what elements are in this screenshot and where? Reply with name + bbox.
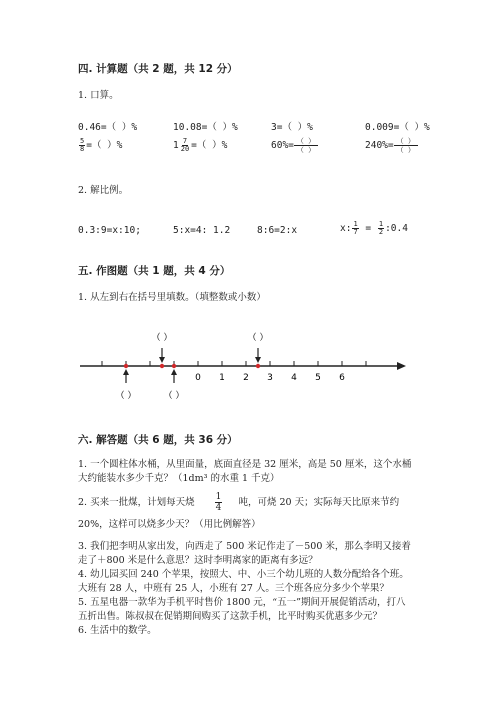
proportion-item: 8:6=2:x [257, 225, 298, 236]
red-point-marker [172, 364, 176, 368]
number-line-diagram [0, 320, 500, 410]
problem-text: 20%，这样可以烧多少天？（用比例解答） [78, 519, 261, 530]
proportion-item: 0.3:9=x:10; [78, 225, 141, 236]
calc-item-mixed-number: 1 $\frac{7}{20}$ =（ ）% [173, 137, 228, 153]
red-point-marker [160, 364, 164, 368]
tick-label: 5 [315, 373, 321, 383]
blank-fraction: $\frac{( )}{( )}$ [394, 137, 418, 154]
question-1-label: 1. 口算。 [78, 90, 119, 101]
calc-item: 3=（ ）% [271, 122, 313, 133]
calc-item-fraction: $\frac{5}{8}$ =（ ）% [80, 137, 123, 153]
tick-label: 4 [291, 373, 297, 383]
arrow-up-icon [123, 369, 129, 375]
problem-text: 4. 幼儿园买回 240 个苹果，按照大、中、小三个幼儿班的人数分配给各个班。 [78, 569, 409, 580]
calc-item: 0.46=（ ）% [78, 122, 138, 133]
arrow-right-icon [397, 362, 406, 370]
problem-text: 走了＋800 米是什么意思？这时李明离家的距离有多远？ [78, 555, 318, 566]
fraction: $\frac{7}{20}$ [180, 137, 190, 153]
fraction: $\frac{1}{4}$ [215, 492, 222, 513]
fraction: $\frac{1}{2}$ [378, 220, 384, 236]
answer-blank-bottom: （ ） [115, 391, 137, 401]
calc-item: 10.08=（ ）% [173, 122, 238, 133]
section-5-title: 五. 作图题（共 1 题，共 4 分） [78, 265, 231, 277]
section-6-title: 六. 解答题（共 6 题，共 36 分） [78, 434, 238, 446]
proportion-item-fraction: x: $\frac{1}{7}$ = $\frac{1}{2}$ :0.4 [340, 220, 408, 236]
answer-blank-top: （ ） [247, 333, 269, 343]
tick-label: 2 [243, 373, 249, 383]
arrow-down-icon [159, 357, 165, 363]
tick-label: 0 [195, 373, 201, 383]
problem-text: 1. 一个圆柱体水桶，从里面量，底面直径是 32 厘米，高是 50 厘米，这个水桶 [78, 459, 412, 470]
problem-text: 大约能装水多少千克？（1dm³ 的水重 1 千克） [78, 473, 280, 484]
problem-text: 5. 五星电器一款华为手机平时售价 1800 元，“五一”期间开展促销活动，打八 [78, 597, 406, 608]
calc-item-percent-fraction: 240%= $\frac{( )}{( )}$ [365, 137, 418, 154]
problem-text-with-fraction: 2. 买来一批煤，计划每天烧 $\frac{1}{4}$ 吨，可烧 20 天；实际每天比原来节约 [78, 492, 400, 513]
blank-fraction: $\frac{( )}{( )}$ [294, 137, 318, 154]
arrow-up-icon [171, 369, 177, 375]
calc-item: 0.009=（ ）% [365, 122, 430, 133]
tick-label: 6 [339, 373, 345, 383]
problem-text: 大班有 28 人，中班有 25 人，小班有 27 人。三个班各应分多少个苹果？ [78, 583, 389, 594]
question-2-label: 2. 解比例。 [78, 185, 129, 196]
red-point-marker [124, 364, 128, 368]
problem-text: 3. 我们把李明从家出发，向西走了 500 米记作走了－500 米，那么李明又接着 [78, 541, 411, 552]
arrow-down-icon [255, 357, 261, 363]
section-4-title: 四. 计算题（共 2 题，共 12 分） [78, 63, 238, 75]
calc-item-percent-fraction: 60%= $\frac{( )}{( )}$ [271, 137, 318, 154]
tick-label: 1 [219, 373, 225, 383]
problem-text: 五折出售。陈叔叔在促销期间购买了这款手机，比平时购买优惠多少元？ [78, 611, 383, 622]
fraction: $\frac{1}{7}$ [353, 220, 358, 236]
red-point-marker [256, 364, 260, 368]
tick-label: 3 [267, 373, 273, 383]
question-1-label: 1. 从左到右在括号里填数。（填整数或小数） [78, 292, 266, 303]
answer-blank-top: （ ） [151, 333, 173, 343]
proportion-item: 5:x=4: 1.2 [173, 225, 231, 236]
problem-text: 6. 生活中的数学。 [78, 625, 157, 636]
fraction: $\frac{5}{8}$ [80, 137, 85, 153]
answer-blank-bottom: （ ） [163, 391, 185, 401]
